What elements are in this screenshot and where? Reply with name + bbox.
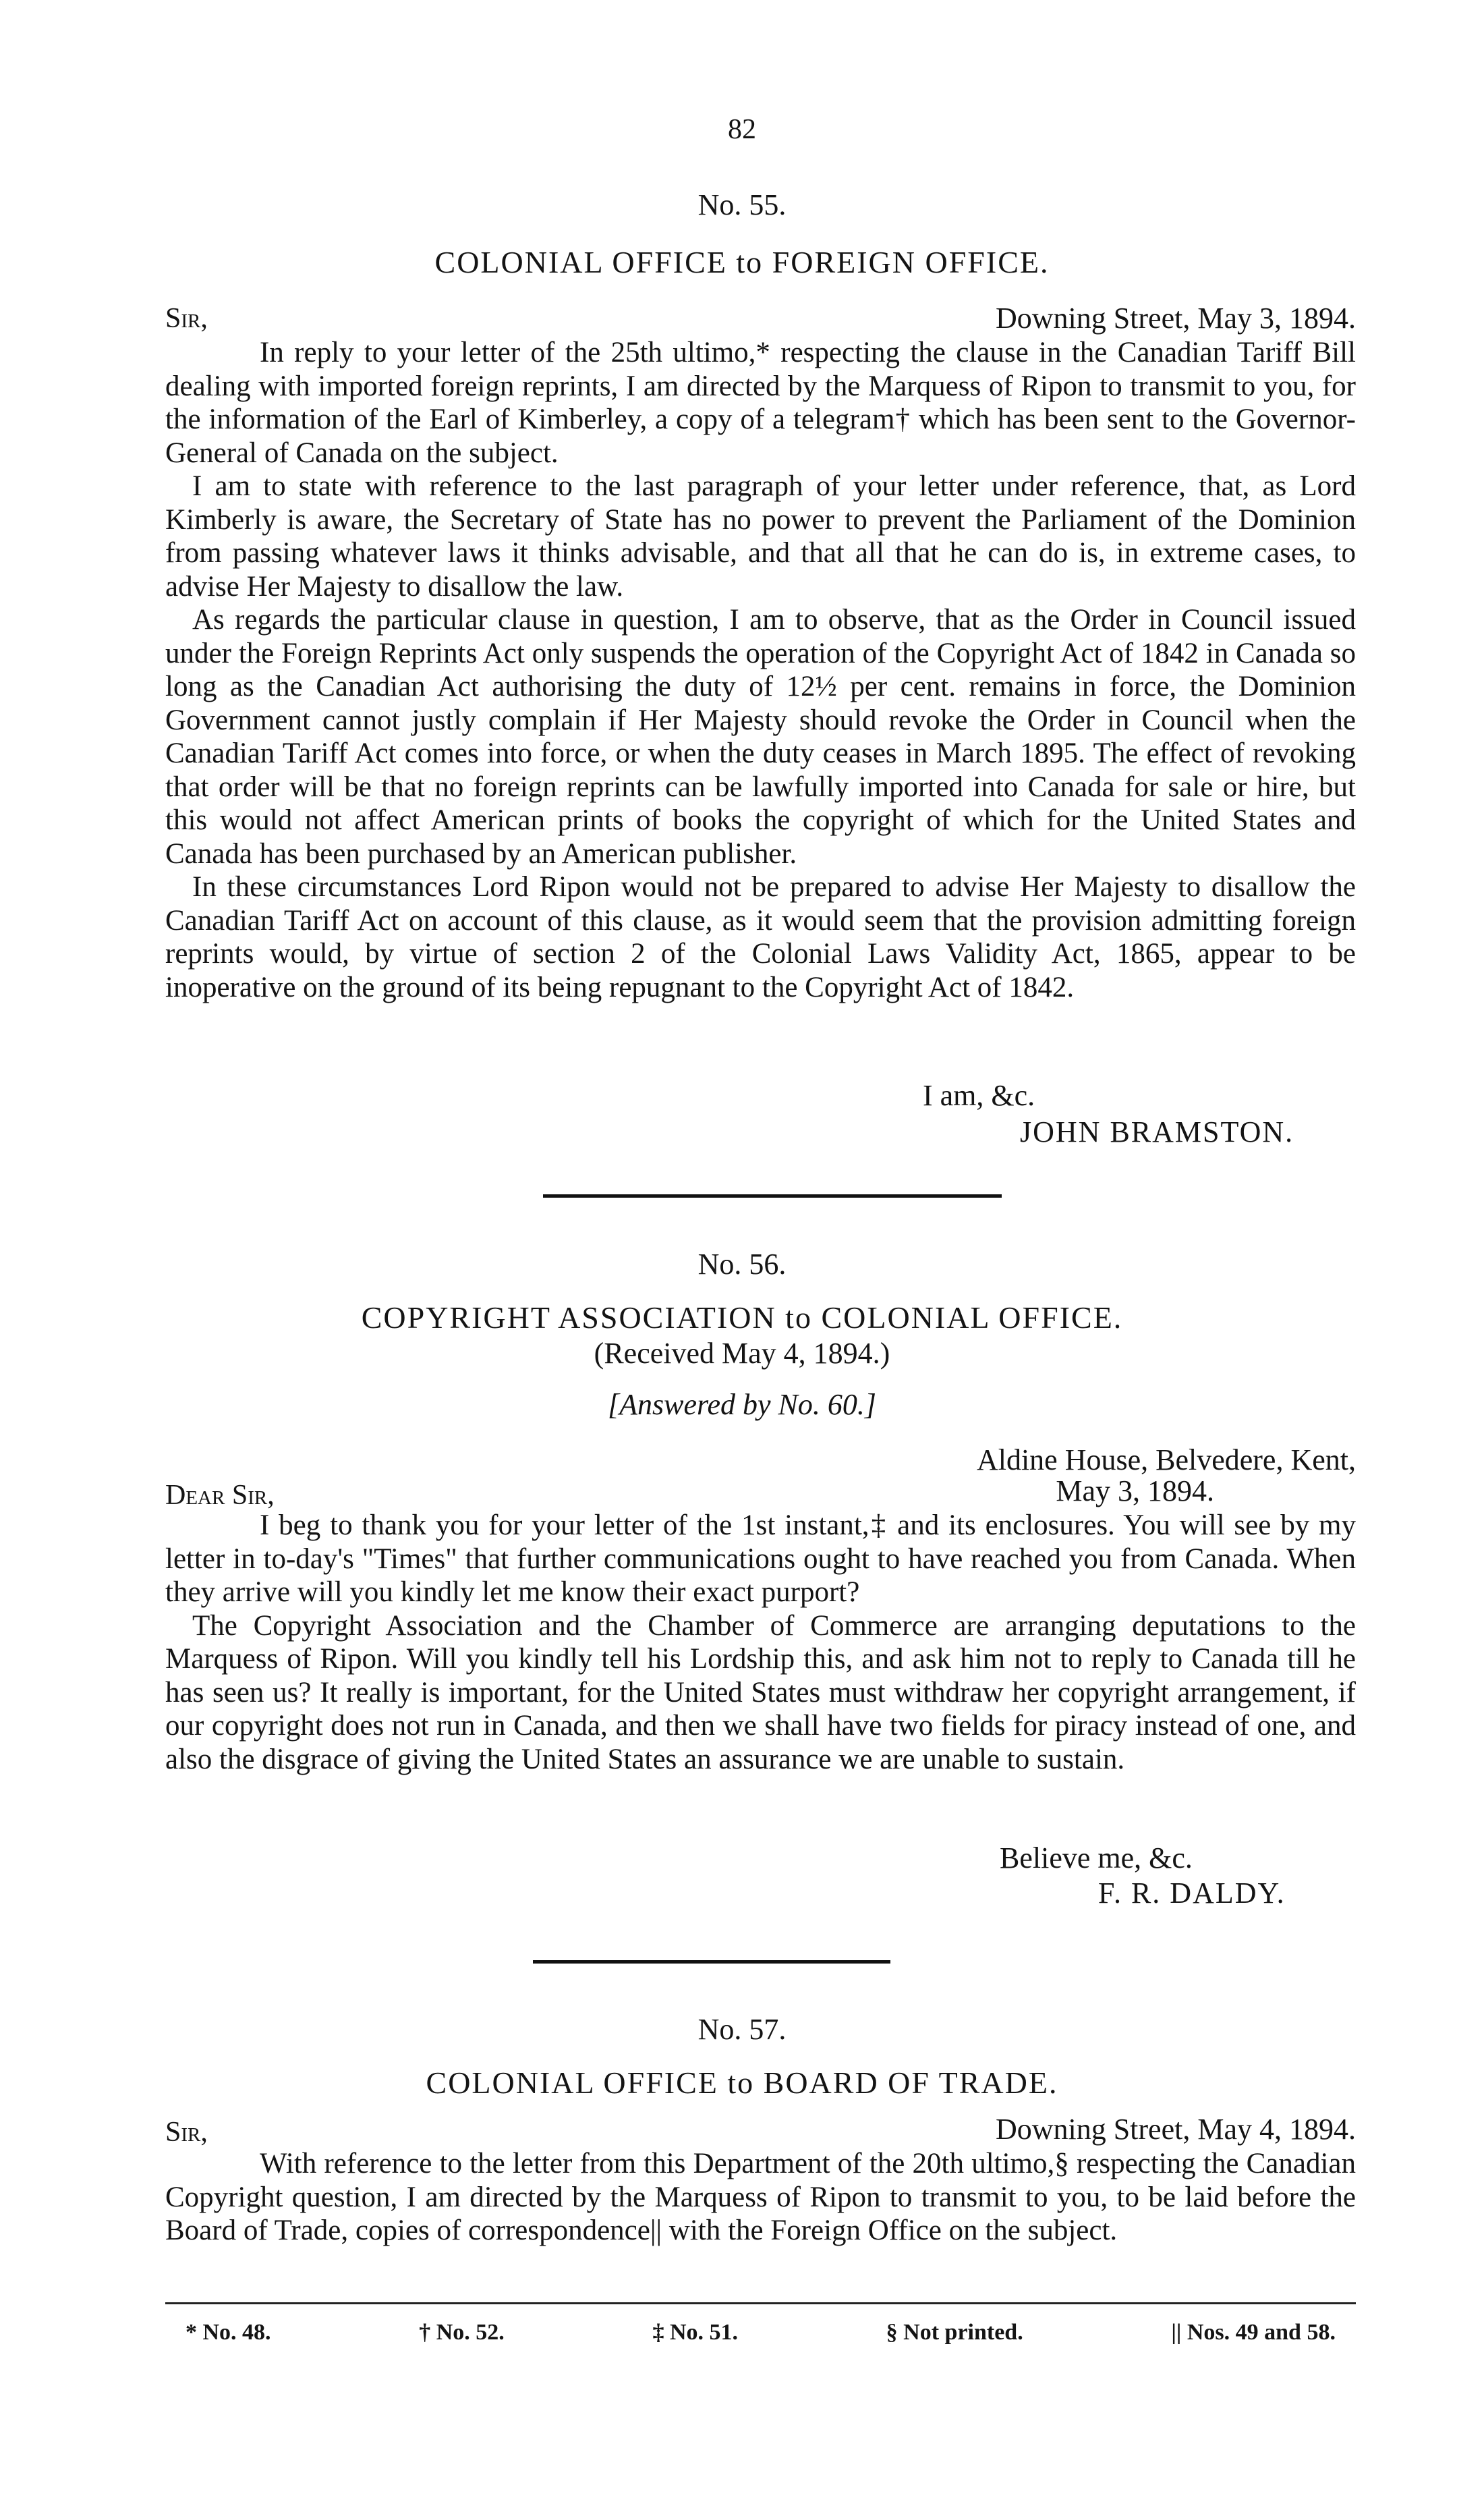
letter-56-signature: F. R. DALDY. — [1098, 1876, 1286, 1910]
letter-55-paragraph: I am to state with reference to the last paragraph of your letter under reference, that, as Lord Kimberly is aware, the Secretary of State has no power to prevent the Parliament of the Dominion from passing whatever laws it thinks advisable, and that all that he can do is, in extreme cases, to advise Her Majesty to disallow the law. — [165, 470, 1356, 603]
letter-56-received: (Received May 4, 1894.) — [594, 1337, 890, 1370]
letter-56-dateline: May 3, 1894. — [1056, 1474, 1214, 1507]
section-divider — [533, 1960, 890, 1964]
letter-55-signature: JOHN BRAMSTON. — [1020, 1115, 1294, 1148]
letter-56-answered: [Answered by No. 60.] — [607, 1388, 877, 1421]
letter-55-paragraph: In reply to your letter of the 25th ultimo,* respecting the clause in the Canadian Tariff Bill dealing with imported foreign reprints, I am directed by the Marquess of Ripon to transmit to you, for the information of the Earl of Kimberley, a copy of a telegram† which has been sent to the Governor-General of Canada on the subject. — [165, 337, 1356, 469]
letter-56-paragraph: I beg to thank you for your letter of the 1st instant,‡ and its enclosures. You will see by my letter in to-day's "Times" that further communications ought to have reached you from Canada. When they arrive will you kindly let me know their exact purport? — [165, 1509, 1356, 1608]
letter-55-salutation: Sir, — [165, 303, 208, 334]
letter-56-heading: COPYRIGHT ASSOCIATION to COLONIAL OFFICE. — [361, 1300, 1123, 1335]
letter-57-salutation: Sir, — [165, 2117, 208, 2148]
letter-56-salutation: Dear Sir, — [165, 1480, 275, 1511]
letter-55-body — [165, 336, 1356, 1004]
footnote: || Nos. 49 and 58. — [1171, 2320, 1336, 2345]
letter-57-body — [165, 2147, 1356, 2248]
footnote: § Not printed. — [886, 2320, 1023, 2345]
letter-55-paragraph: As regards the particular clause in question, I am to observe, that as the Order in Council issued under the Foreign Reprints Act only suspends the operation of the Copyright Act of 1842 in Canada so long as the Canadian Act authorising the duty of 12½ per cent. remains in force, the Dominion Government cannot justly complain if Her Majesty should revoke the Order in Council when the Canadian Tariff Act comes into force, or when the duty ceases in March 1895. The effect of revoking that order will be that no foreign reprints can be lawfully imported into Canada for sale or hire, but this would not affect American prints of books the copyright of which for the United States and Canada has been purchased by an American publisher. — [165, 604, 1356, 870]
letter-56-number: No. 56. — [697, 1248, 787, 1281]
footnote-divider — [165, 2302, 1356, 2304]
letter-55-dateline: Downing Street, May 3, 1894. — [995, 302, 1356, 335]
letter-55-closing: I am, &c. — [923, 1079, 1035, 1112]
letter-55-paragraph: In these circumstances Lord Ripon would not be prepared to advise Her Majesty to disallow the Canadian Tariff Act on account of this clause, as it would seem that the provision admitting foreign reprints would, by virtue of section 2 of the Colonial Laws Validity Act, 1865, appear to be inoperative on the ground of its being repugnant to the Copyright Act of 1842. — [165, 871, 1356, 1003]
footnote: ‡ No. 51. — [652, 2320, 738, 2345]
letter-55-heading: COLONIAL OFFICE to FOREIGN OFFICE. — [434, 245, 1050, 279]
footnotes — [165, 2320, 1356, 2345]
letter-56-closing: Believe me, &c. — [1000, 1841, 1193, 1874]
letter-57-heading: COLONIAL OFFICE to BOARD OF TRADE. — [426, 2065, 1058, 2100]
section-divider — [543, 1194, 1002, 1198]
footnote: † No. 52. — [419, 2320, 505, 2345]
page-number: 82 — [728, 114, 756, 145]
footnote: * No. 48. — [186, 2320, 271, 2345]
letter-55-number: No. 55. — [697, 188, 787, 221]
letter-57-paragraph: With reference to the letter from this Department of the 20th ultimo,§ respecting the Canadian Copyright question, I am directed by the Marquess of Ripon to transmit to you, to be laid before the Board of Trade, copies of correspondence|| with the Foreign Office on the subject. — [165, 2148, 1356, 2246]
letter-57-dateline: Downing Street, May 4, 1894. — [995, 2113, 1356, 2146]
letter-56-address: Aldine House, Belvedere, Kent, — [976, 1443, 1356, 1476]
letter-57-number: No. 57. — [697, 2013, 787, 2046]
letter-56-body — [165, 1509, 1356, 1776]
letter-56-paragraph: The Copyright Association and the Chamber of Commerce are arranging deputations to the Marquess of Ripon. Will you kindly tell his Lordship this, and ask him not to reply to Canada till he has seen us? It really is important, for the United States must withdraw her copyright arrangement, if our copyright does not run in Canada, and then we shall have two fields for piracy instead of one, and also the disgrace of giving the United States an assurance we are unable to sustain. — [165, 1609, 1356, 1775]
